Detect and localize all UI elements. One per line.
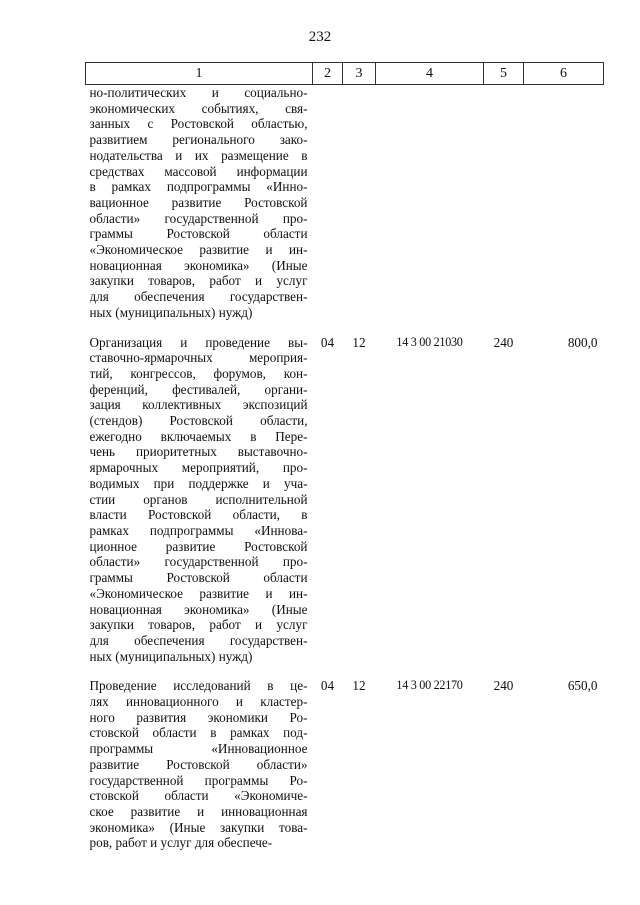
amount xyxy=(524,85,604,331)
description-line: ных (муниципальных) нужд) xyxy=(89,304,253,320)
description-line: ного развития экономики Ро- xyxy=(89,709,308,725)
table-body xyxy=(86,85,604,862)
row-description xyxy=(86,331,313,675)
description-line: новационная экономика» (Иные xyxy=(89,601,308,617)
description-line: развитие Ростовской области» xyxy=(89,756,308,772)
expense-type-code: 240 xyxy=(493,678,514,694)
row-description xyxy=(86,85,313,331)
target-article-code xyxy=(376,85,484,331)
description-line: стовской области «Экономиче- xyxy=(89,788,308,804)
target-article-code: 14 3 00 22170 xyxy=(396,678,463,693)
description-line: закупки товаров, работ и услуг xyxy=(89,617,308,633)
description-line: водимых при поддержке и уча- xyxy=(89,475,308,491)
description-line: занных с Ростовской областью, xyxy=(89,116,308,132)
description-line: программы «Инновационное xyxy=(89,741,308,757)
description-line: государственной программы Ро- xyxy=(89,772,308,788)
description-line: области» государственной про- xyxy=(89,554,308,570)
description-line: лях инновационного и кластер- xyxy=(89,694,308,710)
section-code xyxy=(313,85,343,331)
table-row xyxy=(86,674,604,861)
description-line: ционное развитие Ростовской xyxy=(89,538,308,554)
table-row xyxy=(86,331,604,675)
description-line: чень приоритетных выставочно- xyxy=(89,444,308,460)
target-article-code: 14 3 00 21030 xyxy=(396,334,463,349)
description-line: нодательства и их размещение в xyxy=(89,147,308,163)
description-line: тий, конгрессов, форумов, кон- xyxy=(89,365,308,381)
description-line: ставочно-ярмарочных мероприя- xyxy=(89,350,308,366)
table-row xyxy=(86,85,604,331)
section-code: 04 xyxy=(320,678,335,694)
description-line: власти Ростовской области, в xyxy=(89,507,308,523)
row-description xyxy=(86,674,313,861)
description-line: средствах массовой информации xyxy=(89,163,308,179)
section-code: 04 xyxy=(320,334,335,350)
description-line: ных (муниципальных) нужд) xyxy=(89,648,253,664)
column-header-3: 3 xyxy=(343,63,376,85)
column-header-2: 2 xyxy=(313,63,343,85)
description-line: области» государственной про- xyxy=(89,210,308,226)
description-line: рамках подпрограммы «Иннова- xyxy=(89,522,308,538)
description-line: для обеспечения государствен- xyxy=(89,632,308,648)
description-line: ференций, фестивалей, органи- xyxy=(89,381,308,397)
description-line: «Экономическое развитие и ин- xyxy=(89,585,308,601)
description-line: граммы Ростовской области xyxy=(89,570,308,586)
expense-type-code: 240 xyxy=(493,334,514,350)
subsection-code: 12 xyxy=(352,678,366,694)
description-line: закупки товаров, работ и услуг xyxy=(89,273,308,289)
budget-table xyxy=(85,62,604,861)
description-line: граммы Ростовской области xyxy=(89,226,308,242)
column-header-1: 1 xyxy=(86,63,313,85)
description-line: стии органов исполнительной xyxy=(89,491,308,507)
description-line: ярмарочных мероприятий, про- xyxy=(89,460,308,476)
description-line: экономика» (Иные закупки това- xyxy=(89,819,308,835)
column-header-6: 6 xyxy=(524,63,604,85)
description-line: ежегодно включаемых в Пере- xyxy=(89,428,308,444)
description-line: Организация и проведение вы- xyxy=(89,334,308,350)
description-line: вационное развитие Ростовской xyxy=(89,194,308,210)
description-line: ское развитие и инновационная xyxy=(89,803,308,819)
description-line: ров, работ и услуг для обеспече- xyxy=(89,835,273,851)
description-line: «Экономическое развитие и ин- xyxy=(89,242,308,258)
description-line: в рамках подпрограммы «Инно- xyxy=(89,179,308,195)
expense-type-code xyxy=(484,85,524,331)
description-line: зация коллективных экспозиций xyxy=(89,397,308,413)
subsection-code: 12 xyxy=(352,334,366,350)
description-line: новационная экономика» (Иные xyxy=(89,257,308,273)
description-line: стовской области в рамках под- xyxy=(89,725,308,741)
description-line: экономических событиях, свя- xyxy=(89,100,308,116)
subsection-code xyxy=(343,85,376,331)
description-line: развитием регионального зако- xyxy=(89,132,308,148)
page-number: 232 xyxy=(308,29,332,45)
column-header-5: 5 xyxy=(484,63,524,85)
amount: 650,0 xyxy=(567,678,598,694)
description-line: (стендов) Ростовской области, xyxy=(89,413,308,429)
description-line: но-политических и социально- xyxy=(89,85,308,100)
amount: 800,0 xyxy=(567,334,598,350)
column-header-4: 4 xyxy=(376,63,484,85)
description-line: Проведение исследований в це- xyxy=(89,678,308,694)
table-header-row xyxy=(86,63,604,85)
description-line: для обеспечения государствен- xyxy=(89,289,308,305)
